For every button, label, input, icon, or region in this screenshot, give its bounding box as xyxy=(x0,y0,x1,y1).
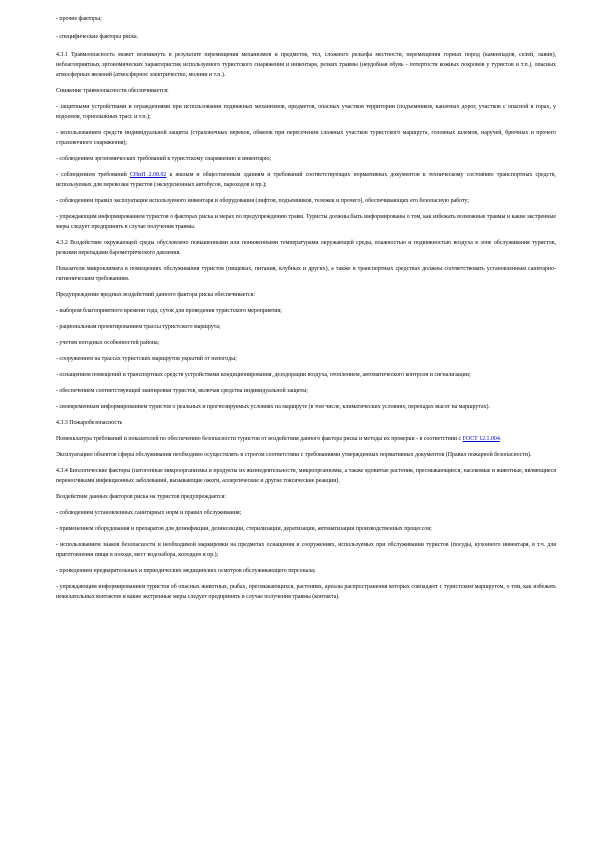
snip-text-before: - соблюдением требований xyxy=(56,172,130,178)
gost-text-after: . xyxy=(499,436,502,442)
paragraph-prevention-intro: Предупреждение вредных воздействий данного фактора риска обеспечивается: xyxy=(56,292,255,298)
list-item-shelters: - сооружением на трассах туристских маршрутов укрытий от непогоды; xyxy=(56,356,237,362)
paragraph-fire-rules: Эксплуатацию объектов сферы обслуживания необходимо осуществлять в строгом соответствии с требованиями утвержденных нормативных документов (Правил пожарной безопасности). xyxy=(56,452,532,458)
list-item-safety-signs: - использованием знаков безопасности и необходимой маркировки на предметах оснащения и сооружениях, используемых при обслуживании туристов (посуды, кухонного инвентаря, в т.ч. для приготовления пищи в походе, мест водозабора, колодцев и пр.); xyxy=(56,542,556,558)
list-item-other-factors: - прочие факторы; xyxy=(56,16,102,22)
list-item-season-choice: - выбором благоприятного времени года, суток для проведения туристского мероприятия; xyxy=(56,308,282,314)
list-item-weather: - учетом погодных особенностей района; xyxy=(56,340,160,346)
list-item-informing-animals: - упреждающим информированием туристов об опасных животных, рыбах, пресмыкающихся, растениях, ареалы распространения которых совпадают с туристским маршрутом, о том, как избежать нежелательных контактов и какие экстренные меры следует предпринять в случае получения травмы (контакта). xyxy=(56,584,556,600)
list-item-medical-checks: - проведением предварительных и периодических медицинских осмотров обслуживающего персонала; xyxy=(56,568,316,574)
list-item-equipment-rules: - соблюдением правил эксплуатации используемого инвентаря и оборудования (лифтов, подъемников, тележек и прочего), обеспечивающих его безопасную работу; xyxy=(56,198,470,204)
paragraph-fire-requirements xyxy=(56,434,556,444)
gost-link[interactable]: ГОСТ 12.1.004 xyxy=(462,436,500,442)
list-item-sanitary-norms: - соблюдением установленных санитарных норм и правил обслуживания; xyxy=(56,510,242,516)
snip-link[interactable]: СНиП 2.08.02 xyxy=(129,172,167,178)
paragraph-bio-prevention-intro: Воздействие данных факторов риска на туристов предупреждается: xyxy=(56,494,227,500)
list-item-ergonomics: - соблюдением эргономических требований к туристскому снаряжению и инвентарю; xyxy=(56,156,272,162)
list-item-disinfection: - применением оборудования и препаратов для дезинфекции, дезинсекции, стерилизации, дератизации, автоматизации производственных процессов; xyxy=(56,526,432,532)
section-4-3-1: 4.3.1 Травмоопасность может возникнуть в результате перемещения механизмов и предметов, тел, сложного рельефа местности, перемещения горных пород (камнепадов, селей, лавин), неблагоприятных эргономических характеристик используемого туристского снаряжения и инвентаря, резких травмы (неудобная обувь - потертости кожных покровов у туристов и т.п.), опасных атмосферных явлений (атмосферное электричество, молнии и т.п.). xyxy=(56,52,556,78)
list-item-specific-factors: - специфические факторы риска. xyxy=(56,34,139,40)
list-item-informing-conditions: - своевременным информированием туристов о реальных и прогнозируемых условиях на маршруте (в том числе, климатических условиях, перепадах высот на маршрутах). xyxy=(56,404,490,410)
list-item-conditioning: - оснащением помещений и транспортных средств устройствами кондиционирования, дезодорации воздуха, отоплением, автоматического контроля и сигнализации; xyxy=(56,372,471,378)
list-item-personal-protection: - использованием средств индивидуальной защиты (страховочных веревок, обвязок при пересечении сложных участков туристского маршрута, головных шлемов, наручей, брючных и прочего страховочного снаряжения); xyxy=(56,130,556,146)
list-item-snip-requirements xyxy=(56,170,556,190)
section-4-3-3-heading: 4.3.3 Пожаробезопасность xyxy=(56,420,123,426)
list-item-equipment-gear: - обеспечением соответствующей экипировки туристов, включая средства индивидуальной защиты; xyxy=(56,388,308,394)
gost-text-before: Номенклатура требований и показателей по обеспечению безопасности туристов от воздействия данного фактора риска и методы их проверки - в соответствии с xyxy=(56,436,463,442)
paragraph-trauma-reduction: Снижение травмоопасности обеспечивается: xyxy=(56,88,169,94)
list-item-informing-trauma: - упреждающим информированием туристов о факторах риска и мерах по предупреждению травм. Туристы должны быть информированы о том, как избежать возможные травмы и какие экстренные меры следует предпринять в случае получения травмы. xyxy=(56,214,556,230)
paragraph-microclimate: Показатели микроклимата в помещениях обслуживания туристов (пищевых, питания, клубных и других), а также в транспортных средствах должны соответствовать установленным санитарно-гигиеническим требованиям. xyxy=(56,266,556,282)
list-item-protective-devices: - защитными устройствами и ограждениями при использовании подвижных механизмов, предметов, опасных участков территории (подъемников, канатных дорог, участков с опасной в горах, у водоемов, горнолыжных трасс и т.п.); xyxy=(56,104,556,120)
section-4-3-2: 4.3.2 Воздействие окружающей среды обусловлено повышенными или пониженными температурами окружающей среды, влажностью и подвижностью воздуха в зоне обслуживания туристов, резкими перепадами барометрического давления. xyxy=(56,240,556,256)
section-4-3-4: 4.3.4 Биологические факторы (патогенные микроорганизмы и продукты их жизнедеятельности, микроорганизмы, а также ядовитые растения, пресмыкающиеся, насекомые и животные, являющиеся переносчиками инфекционных заболеваний, вызывающие ожоги, аллергические и другие токсические реакции). xyxy=(56,468,556,484)
snip-text-after: к жилым и общественным зданиям и требований соответствующих нормативных документов к техническому состоянию транспортных средств, используемых для перевозки туристов (экскурсионных автобусов, пароходов и пр.); xyxy=(56,172,557,188)
list-item-route-design: - рациональным проектированием трассы туристского маршрута; xyxy=(56,324,221,330)
